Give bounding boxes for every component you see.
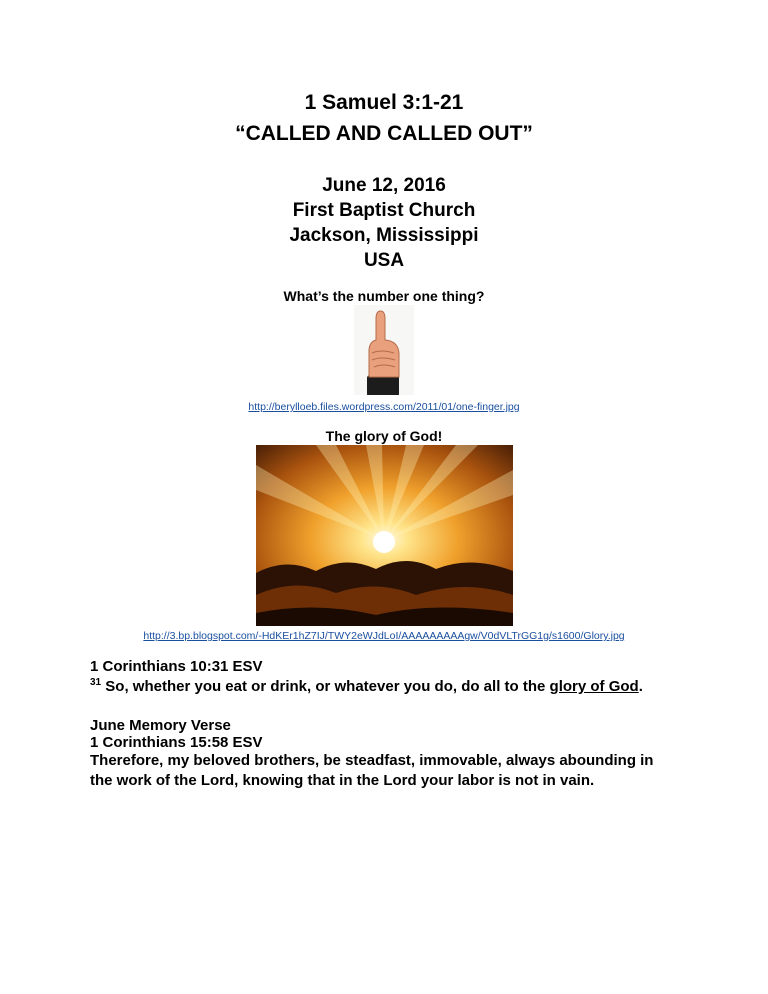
glory-sunrise-image xyxy=(256,445,513,626)
glory-of-god-link[interactable]: glory of God xyxy=(549,678,639,695)
glory-heading: The glory of God! xyxy=(325,428,443,444)
verse1-text-before: So, whether you eat or drink, or whatever you do, do all to the xyxy=(101,678,550,695)
glory-image-source-link[interactable]: http://3.bp.blogspot.com/-HdKEr1hZ7IJ/TWY2eWJdLoI/AAAAAAAAAgw/V0dVLTrGG1g/s1600/Glory.jpg xyxy=(143,630,625,642)
number-one-question: What’s the number one thing? xyxy=(283,288,485,304)
memory-verse-heading: June Memory Verse xyxy=(90,717,231,734)
church-country: USA xyxy=(363,250,405,271)
sermon-reference: 1 Samuel 3:1-21 xyxy=(304,91,464,114)
pointing-finger-image xyxy=(354,305,414,395)
church-name: First Baptist Church xyxy=(292,200,476,221)
sermon-title: “CALLED AND CALLED OUT” xyxy=(235,122,533,145)
verse1-text-after: . xyxy=(638,678,643,695)
finger-image-source-link[interactable]: http://berylloeb.files.wordpress.com/2011/01/one-finger.jpg xyxy=(248,401,520,413)
sermon-date: June 12, 2016 xyxy=(322,175,446,196)
verse1-reference: 1 Corinthians 10:31 ESV xyxy=(90,658,263,675)
verse-number: 31 xyxy=(90,677,102,688)
memory-verse-reference: 1 Corinthians 15:58 ESV xyxy=(90,734,263,751)
church-city: Jackson, Mississippi xyxy=(289,225,479,246)
memory-verse-text: Therefore, my beloved brothers, be steadfast, immovable, always abounding in the work of the Lord, knowing that in the Lord your labor is not in vain. xyxy=(90,752,654,789)
verse1-text xyxy=(90,677,690,697)
